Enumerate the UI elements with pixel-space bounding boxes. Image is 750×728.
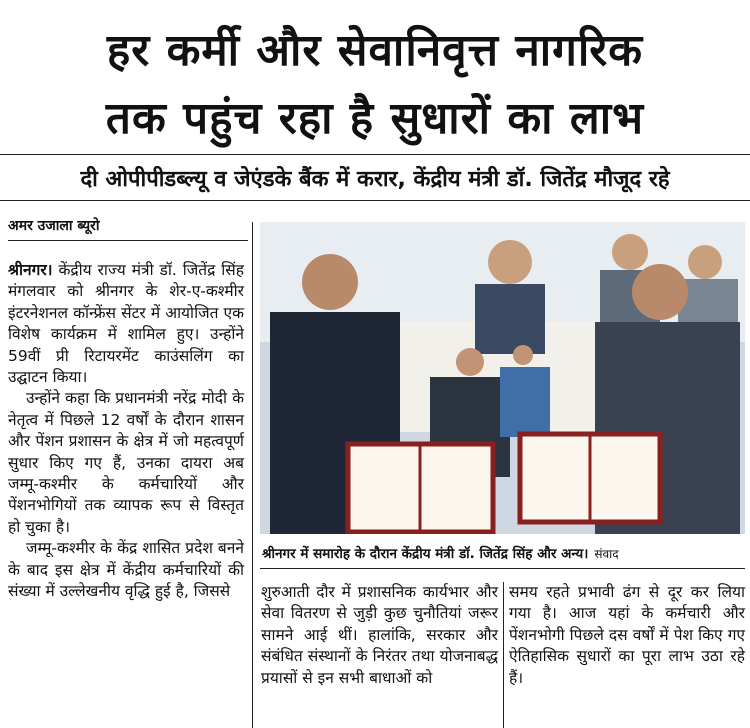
paragraph: समय रहते प्रभावी ढंग से दूर कर लिया गया है। आज यहां के कर्मचारी और पेंशनभोगी पिछले दस वर्षों में पेश किए गए ऐतिहासिक सुधारों का पूरा लाभ उठा रहे हैं। — [509, 583, 745, 687]
headline-line-1: हर कर्मी और सेवानिवृत्त नागरिक — [106, 25, 644, 76]
paragraph: जम्मू-कश्मीर के केंद्र शासित प्रदेश बनने के बाद इस क्षेत्र में केंद्रीय कर्मचारियों की संख्या में उल्लेखनीय वृद्धि हुई है, जिससे — [8, 539, 244, 601]
headline-line-2: तक पहुंच रहा है सुधारों का लाभ — [105, 93, 645, 144]
event-photo — [260, 222, 745, 534]
article-column-1 — [8, 260, 244, 603]
article-column-2 — [261, 582, 498, 689]
column-divider — [503, 582, 504, 728]
divider — [0, 154, 750, 155]
byline-underline — [8, 240, 248, 241]
photo-caption — [262, 544, 746, 562]
article-column-3 — [509, 582, 745, 689]
divider — [0, 200, 750, 201]
photo-illustration — [260, 222, 745, 534]
subheadline: दी ओपीपीडब्ल्यू व जेएंडके बैंक में करार, केंद्रीय मंत्री डॉ. जितेंद्र मौजूद रहे — [80, 167, 670, 192]
caption-text: श्रीनगर में समारोह के दौरान केंद्रीय मंत्री डॉ. जितेंद्र सिंह और अन्य। — [262, 546, 589, 562]
divider — [260, 568, 745, 569]
paragraph: शुरुआती दौर में प्रशासनिक कार्यभार और सेवा वितरण से जुड़ी कुछ चुनौतियां जरूर सामने आई थीं। हालांकि, सरकार और संबंधित संस्थानों के निरंतर तथा योजनाबद्ध प्रयासों से इन सभी बाधाओं को — [261, 583, 498, 687]
paragraph-text: केंद्रीय राज्य मंत्री डॉ. जितेंद्र सिंह मंगलवार को श्रीनगर के शेर-ए-कश्मीर इंटरनेशनल कॉन्फ्रेंस सेंटर में आयोजित एक विशेष कार्यक्रम में शामिल हुए। उन्होंने 59वीं प्री रिटायरमेंट काउंसलिंग का उद्घाटन किया। — [8, 261, 244, 387]
paragraph — [8, 260, 244, 388]
column-divider — [252, 222, 253, 728]
photo-credit: संवाद — [594, 547, 619, 561]
dateline: श्रीनगर। — [8, 261, 53, 279]
byline: अमर उजाला ब्यूरो — [8, 218, 100, 234]
paragraph: उन्होंने कहा कि प्रधानमंत्री नरेंद्र मोदी के नेतृत्व में पिछले 12 वर्षों के दौरान शासन और पेंशन प्रशासन के क्षेत्र में जो महत्वपूर्ण सुधार किए गए हैं, उनका दायरा अब जम्मू-कश्मीर के कर्मचारियों और पेंशनभोगियों तक व्यापक रूप से विस्तृत हो चुका है। — [8, 389, 244, 536]
